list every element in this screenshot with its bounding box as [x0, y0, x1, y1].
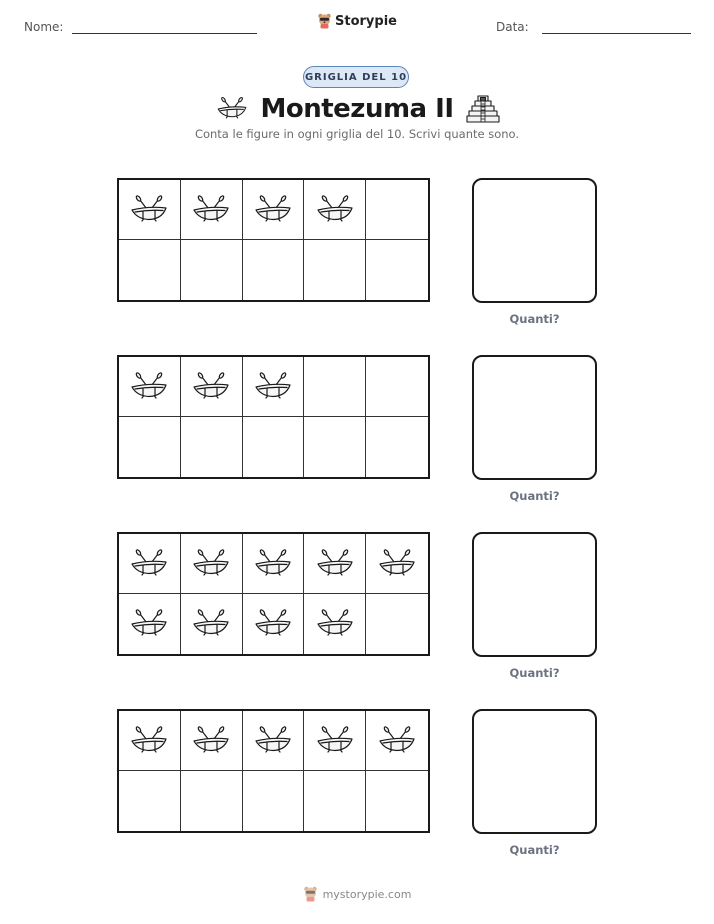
ten-frame-cell: [304, 594, 366, 654]
canoe-with-paddles-icon: [253, 371, 293, 403]
ten-frame-cell: [243, 594, 305, 654]
canoe-with-paddles-icon: [129, 608, 169, 640]
canoe-with-paddles-icon: [191, 548, 231, 580]
ten-frame-cell: [119, 180, 181, 240]
canoe-with-paddles-icon: [253, 608, 293, 640]
ten-frame-cell: [243, 357, 305, 417]
canoe-with-paddles-icon: [215, 96, 249, 122]
canoe-with-paddles-icon: [129, 371, 169, 403]
name-line[interactable]: [72, 33, 257, 34]
ten-frame-cell: [119, 771, 181, 831]
title-row: [0, 90, 714, 128]
ten-frame-cell: [304, 711, 366, 771]
ten-frame-cell: [304, 240, 366, 300]
brand-name: Storypie: [335, 13, 397, 29]
ten-frame-4: [117, 709, 430, 833]
ten-frame-1: [117, 178, 430, 302]
ten-frame-cell: [181, 711, 243, 771]
canoe-with-paddles-icon: [315, 725, 355, 757]
answer-label-3: Quanti?: [509, 666, 560, 680]
answer-box-1[interactable]: [472, 178, 597, 303]
page-title: Montezuma II: [260, 94, 454, 124]
ten-frame-cell: [181, 240, 243, 300]
ten-frame-cell: [119, 711, 181, 771]
canoe-with-paddles-icon: [253, 725, 293, 757]
ten-frame-cell: [243, 711, 305, 771]
canoe-with-paddles-icon: [129, 725, 169, 757]
answer-box-4[interactable]: [472, 709, 597, 834]
ten-frame-cell: [366, 417, 428, 477]
ten-frame-cell: [366, 240, 428, 300]
ten-frame-cell: [366, 357, 428, 417]
canoe-with-paddles-icon: [191, 725, 231, 757]
ten-frame-cell: [243, 240, 305, 300]
ten-frame-cell: [304, 771, 366, 831]
date-label: Data:: [496, 20, 529, 34]
ten-frame-cell: [119, 417, 181, 477]
ten-frame-cell: [181, 417, 243, 477]
canoe-with-paddles-icon: [191, 608, 231, 640]
canoe-with-paddles-icon: [253, 194, 293, 226]
date-line[interactable]: [542, 33, 691, 34]
name-label: Nome:: [24, 20, 64, 34]
ten-frame-3: [117, 532, 430, 656]
answer-box-2[interactable]: [472, 355, 597, 480]
answer-label-4: Quanti?: [509, 843, 560, 857]
answer-label-2: Quanti?: [509, 489, 560, 503]
canoe-with-paddles-icon: [377, 725, 417, 757]
canoe-with-paddles-icon: [315, 194, 355, 226]
footer: [0, 886, 714, 902]
ten-frame-cell: [181, 771, 243, 831]
ten-frame-cell: [243, 534, 305, 594]
answer-label-1: Quanti?: [509, 312, 560, 326]
canoe-with-paddles-icon: [191, 194, 231, 226]
ten-frame-cell: [366, 771, 428, 831]
canoe-with-paddles-icon: [129, 548, 169, 580]
storypie-mascot-icon: [303, 886, 318, 902]
ten-frame-cell: [304, 180, 366, 240]
ten-frame-cell: [366, 180, 428, 240]
canoe-with-paddles-icon: [315, 548, 355, 580]
canoe-with-paddles-icon: [253, 548, 293, 580]
footer-url[interactable]: mystorypie.com: [322, 887, 412, 901]
ten-frame-cell: [181, 357, 243, 417]
ten-frame-cell: [181, 534, 243, 594]
ten-frame-cell: [181, 594, 243, 654]
canoe-with-paddles-icon: [129, 194, 169, 226]
ten-frame-cell: [243, 180, 305, 240]
ten-frame-cell: [119, 357, 181, 417]
ten-frame-cell: [119, 534, 181, 594]
canoe-with-paddles-icon: [191, 371, 231, 403]
canoe-with-paddles-icon: [377, 548, 417, 580]
ten-frame-cell: [366, 594, 428, 654]
aztec-pyramid-icon: [466, 94, 500, 124]
ten-frame-cell: [304, 417, 366, 477]
ten-frame-cell: [181, 180, 243, 240]
ten-frame-2: [117, 355, 430, 479]
storypie-mascot-icon: [317, 13, 332, 29]
ten-frame-cell: [366, 534, 428, 594]
canoe-with-paddles-icon: [315, 608, 355, 640]
answer-box-3[interactable]: [472, 532, 597, 657]
instructions: Conta le figure in ogni griglia del 10. Scrivi quante sono.: [194, 127, 520, 141]
brand-logo: [0, 13, 714, 29]
ten-frame-cell: [304, 357, 366, 417]
ten-frame-cell: [304, 534, 366, 594]
worksheet-type-badge: GRIGLIA DEL 10: [303, 66, 409, 88]
ten-frame-cell: [243, 771, 305, 831]
ten-frame-cell: [119, 240, 181, 300]
ten-frame-cell: [366, 711, 428, 771]
ten-frame-cell: [119, 594, 181, 654]
ten-frame-cell: [243, 417, 305, 477]
